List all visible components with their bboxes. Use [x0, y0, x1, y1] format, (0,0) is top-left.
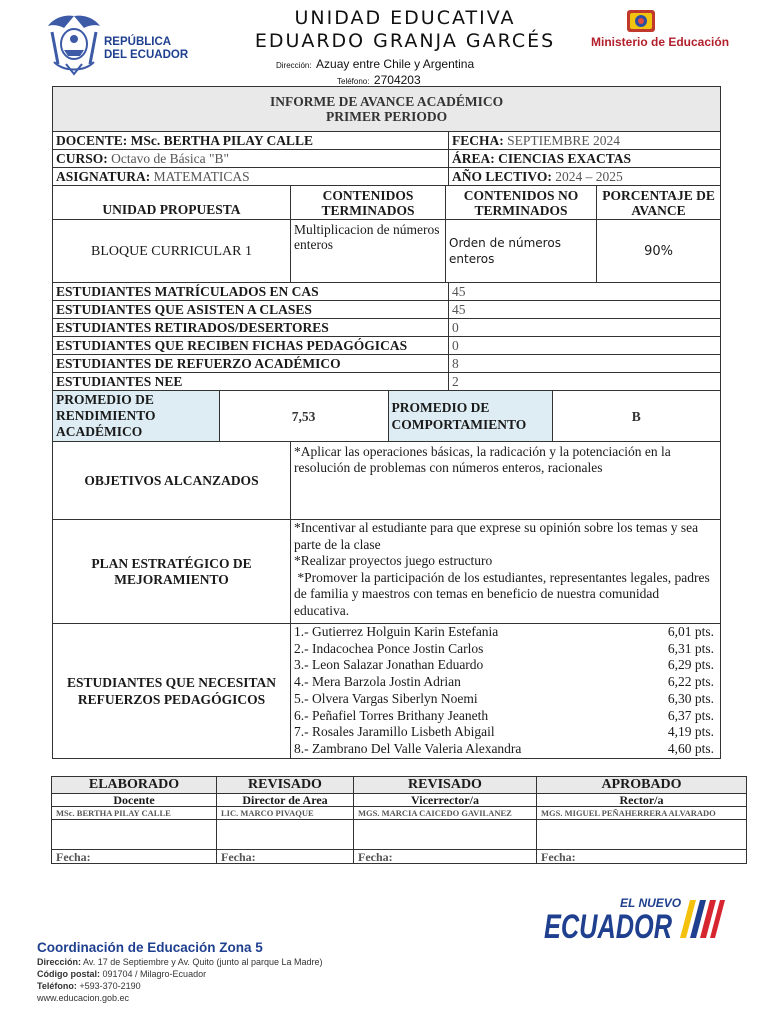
col-header-done: CONTENIDOS TERMINADOS: [291, 186, 446, 220]
footer-phone-value: +593-370-2190: [79, 981, 141, 991]
sig-name: MSc. BERTHA PILAY CALLE: [52, 807, 217, 820]
stat-value: 0: [449, 337, 721, 355]
report-title: [53, 87, 721, 132]
student-score: 6,29 pts.: [667, 657, 715, 673]
stat-value: 8: [449, 355, 721, 373]
subject-label: ASIGNATURA:: [56, 169, 151, 184]
plan-text: [291, 520, 721, 624]
ministry-logo-icon: [626, 9, 656, 33]
area-value: CIENCIAS EXACTAS: [498, 151, 632, 166]
sig-header: REVISADO: [217, 777, 354, 794]
footer-website: www.educacion.gob.ec: [37, 993, 130, 1003]
el-nuevo-ecuador-logo: [540, 894, 730, 946]
republic-line2: DEL ECUADOR: [104, 49, 189, 61]
list-item: [294, 624, 714, 641]
sig-space: [217, 820, 354, 850]
student-name: 7.- Rosales Jaramillo Lisbeth Abigail: [294, 724, 495, 740]
behavior-average-value: B: [631, 408, 641, 424]
logo-main-text: ECUADOR: [544, 908, 673, 946]
student-score: 6,30 pts.: [667, 690, 715, 706]
area-row: [449, 150, 721, 168]
pct-cell: 90%: [597, 220, 721, 283]
student-score: 4,19 pts.: [667, 724, 715, 740]
student-name: 1.- Gutierrez Holguin Karin Estefania: [294, 624, 499, 639]
reinforcement-list: [291, 624, 721, 759]
list-item: [294, 724, 714, 741]
academic-average-label: PROMEDIO DE RENDIMIENTO ACADÉMICO: [53, 391, 219, 441]
school-name-line1: UNIDAD EDUCATIVA: [294, 7, 516, 29]
date-label: FECHA:: [452, 133, 504, 148]
unit-cell: BLOQUE CURRICULAR 1: [53, 220, 291, 283]
phone-label: Teléfono:: [337, 77, 370, 86]
ecuador-coat-of-arms-icon: [44, 12, 104, 76]
date-value: SEPTIEMBRE 2024: [507, 133, 621, 148]
teacher-value: MSc. BERTHA PILAY CALLE: [130, 133, 313, 148]
col-header-unit: UNIDAD PROPUESTA: [53, 186, 291, 220]
sig-space: [52, 820, 217, 850]
sig-date-label: Fecha:: [354, 850, 537, 864]
address-value: Azuay entre Chile y Argentina: [316, 57, 475, 71]
year-value: 2024 – 2025: [555, 169, 623, 184]
student-score: 6,37 pts.: [667, 707, 715, 723]
list-item: [294, 708, 714, 725]
sig-name: MGS. MIGUEL PEÑAHERRERA ALVARADO: [537, 807, 747, 820]
student-name: 6.- Peñafiel Torres Brithany Jeaneth: [294, 707, 489, 723]
footer-postal: [37, 969, 206, 980]
list-item: [294, 741, 714, 758]
sig-header: ELABORADO: [52, 777, 217, 794]
subject-row: [53, 168, 449, 186]
student-name: 3.- Leon Salazar Jonathan Eduardo: [294, 657, 484, 673]
sig-date-label: Fecha:: [217, 850, 354, 864]
ministry-name: Ministerio de Educación: [591, 35, 730, 49]
list-item: [294, 674, 714, 691]
sig-name: LIC. MARCO PIVAQUE: [217, 807, 354, 820]
phone-value: 2704203: [373, 73, 421, 87]
student-name: 8.- Zambrano Del Valle Valeria Alexandra: [294, 740, 522, 756]
stat-value: 45: [449, 301, 721, 319]
sig-header: REVISADO: [354, 777, 537, 794]
teacher-row: [53, 132, 449, 150]
list-item: [294, 657, 714, 674]
student-name: 2.- Indacochea Ponce Jostin Carlos: [294, 640, 484, 656]
list-item: [294, 691, 714, 708]
sig-date-label: Fecha:: [52, 850, 217, 864]
sig-role: Vicerrector/a: [354, 794, 537, 807]
footer-address-label: Dirección:: [37, 957, 82, 967]
student-name: 5.- Olvera Vargas Siberlyn Noemi: [294, 690, 478, 706]
sig-space: [354, 820, 537, 850]
date-row: [449, 132, 721, 150]
col-header-notdone: CONTENIDOS NO TERMINADOS: [446, 186, 597, 220]
stat-value: 0: [449, 319, 721, 337]
footer-title: Coordinación de Educación Zona 5: [37, 940, 263, 955]
stat-value: 45: [449, 283, 721, 301]
year-row: [449, 168, 721, 186]
objectives-label: OBJETIVOS ALCANZADOS: [53, 442, 291, 520]
stat-label: ESTUDIANTES DE REFUERZO ACADÉMICO: [53, 355, 449, 373]
signature-table: [51, 776, 747, 864]
logo-top-text: EL NUEVO: [620, 896, 682, 910]
report-table: [52, 86, 721, 759]
sig-date-label: Fecha:: [537, 850, 747, 864]
plan-line: *Promover la participación de los estudiantes, representantes legales, padres de familia y maestros con temas en beneficio de nuestra comunidad educativa.: [294, 569, 714, 618]
stat-label: ESTUDIANTES MATRÍCULADOS EN CAS: [53, 283, 449, 301]
sig-name: MGS. MARCIA CAICEDO GAVILANEZ: [354, 807, 537, 820]
student-name: 4.- Mera Barzola Jostin Adrian: [294, 674, 461, 690]
sig-role: Docente: [52, 794, 217, 807]
republic-label: [104, 36, 188, 62]
sig-header: APROBADO: [537, 777, 747, 794]
footer-postal-value: 091704 / Milagro-Ecuador: [102, 969, 207, 979]
student-score: 4,60 pts.: [667, 740, 715, 756]
footer-postal-label: Código postal:: [37, 969, 100, 979]
republic-line1: REPÚBLICA: [104, 36, 172, 48]
school-name-line2: EDUARDO GRANJA GARCÉS: [254, 30, 556, 52]
stat-label: ESTUDIANTES NEE: [53, 373, 449, 391]
course-value: Octavo de Básica "B": [111, 151, 230, 166]
col-header-pct: PORCENTAJE DE AVANCE: [597, 186, 721, 220]
objectives-text: *Aplicar las operaciones básicas, la radicación y la potenciación en la resolución de problemas con números enteros, racionales: [291, 442, 721, 520]
behavior-average-label: PROMEDIO DE COMPORTAMIENTO: [388, 391, 552, 441]
plan-label: PLAN ESTRATÉGICO DE MEJORAMIENTO: [53, 520, 291, 624]
plan-line: *Realizar proyectos juego estructuro: [294, 553, 493, 568]
year-label: AÑO LECTIVO:: [452, 169, 552, 184]
stat-label: ESTUDIANTES QUE ASISTEN A CLASES: [53, 301, 449, 319]
sig-role: Director de Area: [217, 794, 354, 807]
report-title-text: INFORME DE AVANCE ACADÉMICO: [269, 94, 504, 109]
subject-value: MATEMATICAS: [153, 169, 250, 184]
sig-role: Rector/a: [537, 794, 747, 807]
stat-value: 2: [449, 373, 721, 391]
footer-phone: [37, 981, 141, 992]
performance-table: [53, 391, 720, 441]
academic-average-value: 7,53: [219, 391, 388, 441]
teacher-label: DOCENTE:: [56, 133, 128, 148]
report-subtitle: PRIMER PERIODO: [325, 109, 448, 124]
notdone-cell: Orden de números enteros: [446, 220, 597, 283]
student-score: 6,31 pts.: [667, 640, 715, 656]
footer-phone-label: Teléfono:: [37, 981, 77, 991]
performance-row: [53, 391, 721, 442]
course-label: CURSO:: [56, 151, 108, 166]
stat-label: ESTUDIANTES QUE RECIBEN FICHAS PEDAGÓGICAS: [53, 337, 449, 355]
student-score: 6,01 pts.: [667, 624, 715, 639]
area-label: ÁREA:: [452, 151, 495, 166]
reinforcement-label: ESTUDIANTES QUE NECESITAN REFUERZOS PEDAGÓGICOS: [53, 624, 291, 759]
sig-space: [537, 820, 747, 850]
address-label: Dirección:: [276, 61, 312, 70]
stat-label: ESTUDIANTES RETIRADOS/DESERTORES: [53, 319, 449, 337]
list-item: [294, 641, 714, 658]
plan-line: *Incentivar al estudiante para que exprese su opinión sobre los temas y sea parte de la clase: [294, 520, 699, 552]
done-cell: Multiplicacion de números enteros: [291, 220, 446, 283]
footer-address: [37, 957, 323, 968]
course-row: [53, 150, 449, 168]
footer-address-value: Av. 17 de Septiembre y Av. Quito (junto al parque La Madre): [83, 957, 323, 967]
student-score: 6,22 pts.: [667, 674, 715, 690]
